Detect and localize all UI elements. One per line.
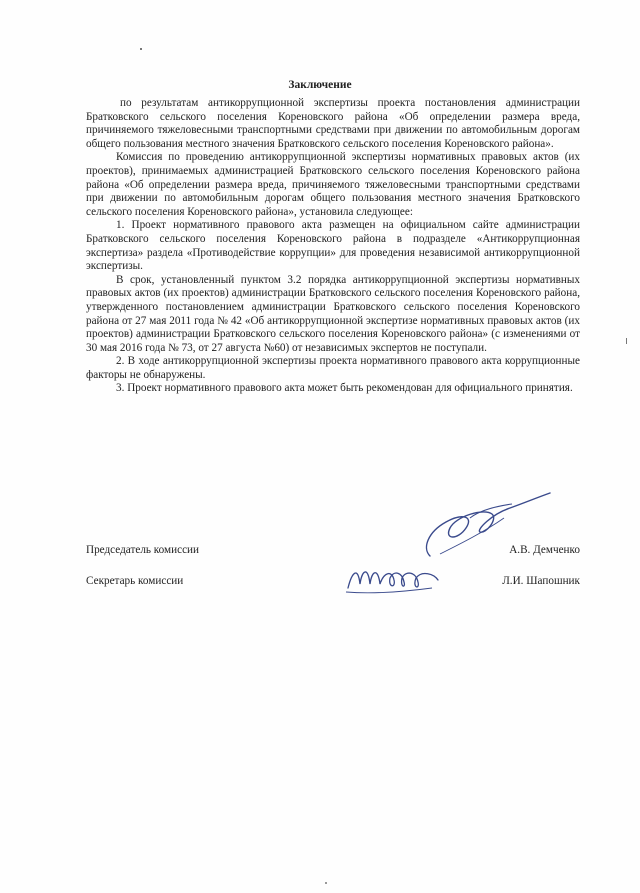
paragraph-item-1: 1. Проект нормативного правового акта размещен на официальном сайте администрации Братковского сельского поселения Кореновского района в подразделе «Антикоррупционная экспертиза» раздела «Противодействие коррупции» для проведения независимой антикоррупционной экспертизы. [86, 219, 580, 273]
secretary-role: Секретарь комиссии [86, 575, 184, 587]
paragraph-item-2: 2. В ходе антикоррупционной экспертизы проекта нормативного правового акта коррупционные факторы не обнаружены. [86, 355, 580, 381]
chairman-role: Председатель комиссии [86, 544, 200, 556]
secretary-signature [342, 548, 452, 598]
chairman-name: А.В. Демченко [509, 544, 580, 556]
scan-speck [140, 48, 142, 50]
paragraph-term: В срок, установленный пунктом 3.2 порядка антикоррупционной экспертизы нормативных правовых актов (их проектов) администрации Братковского сельского поселения Кореновского района, утвержденного постановлением администрации Братковского сельского поселения Кореновского района от 27 мая 2011 года № 42 «Об антикоррупционной экспертизе нормативных правовых актов (их проектов) администрации Братковского сельского поселения Кореновского района» (с изменениями от 30 мая 2016 года № 73, от 27 августа №60) от независимых экспертов не поступали. [86, 273, 580, 354]
scan-speck [626, 338, 627, 344]
document-body [86, 97, 580, 396]
document-title: Заключение [288, 79, 352, 91]
paragraph-commission: Комиссия по проведению антикоррупционной экспертизы нормативных правовых актов (их проектов), принимаемых администрацией Братковского сельского поселения Кореновского района района «Об определении размера вреда, причиняемого тяжеловесными транспортными средствами при движении по автомобильным дорогам общего пользования местного значения Братковского сельского поселения Кореновского района», установила следующее: [86, 151, 580, 218]
paragraph-intro: по результатам антикоррупционной экспертизы проекта постановления администрации Братковского сельского поселения Кореновского района «Об определении размера вреда, причиняемого тяжеловесными транспортными средствами при движении по автомобильным дорогам общего пользования местного значения Братковского сельского поселения Кореновского района». [86, 97, 580, 150]
paragraph-item-3: 3. Проект нормативного правового акта может быть рекомендован для официального принятия. [116, 382, 573, 395]
secretary-name: Л.И. Шапошник [502, 575, 580, 587]
scan-speck [325, 882, 327, 884]
